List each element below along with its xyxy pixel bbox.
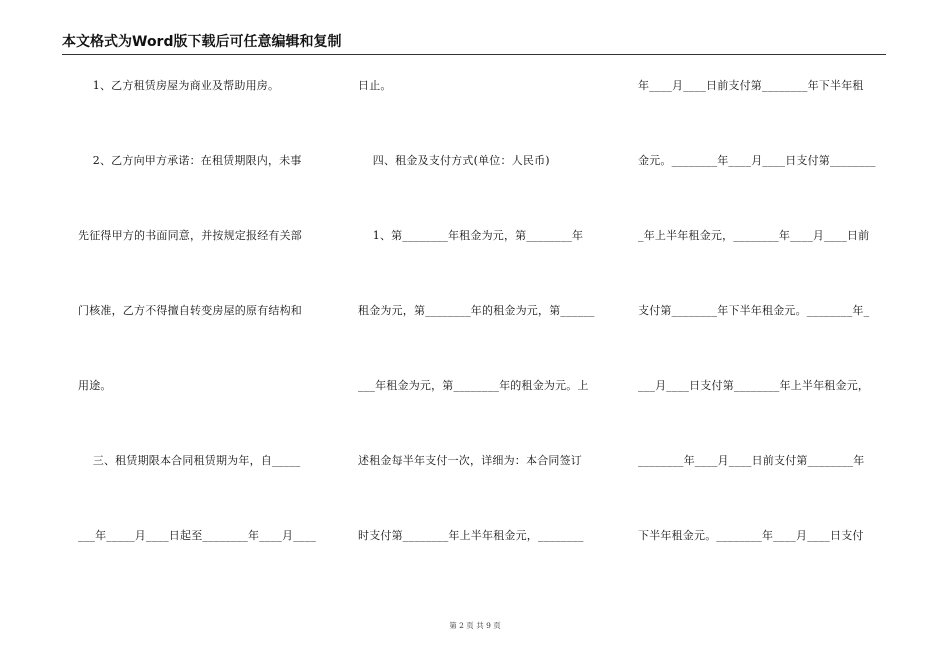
text-line: 1、第________年租金为元，第________年 bbox=[358, 229, 584, 242]
header-title: 本文格式为Word版下载后可任意编辑和复制 bbox=[62, 34, 342, 50]
text-line: ___月____日支付第________年上半年租金元， bbox=[638, 379, 870, 392]
text-line: 门核准，乙方不得擅自转变房屋的原有结构和 bbox=[78, 304, 302, 317]
text-column-1 bbox=[78, 0, 328, 672]
text-line: ________年____月____日前支付第________年 bbox=[638, 454, 865, 467]
text-line: ___年租金为元，第________年的租金为元。上 bbox=[358, 379, 589, 392]
page-footer bbox=[0, 621, 950, 631]
text-line: 日止。 bbox=[358, 79, 392, 92]
text-line: 支付第________年下半年租金元。________年_ bbox=[638, 304, 870, 317]
text-column-2 bbox=[358, 0, 608, 672]
page-number: 第 2 页 共 9 页 bbox=[449, 621, 501, 630]
text-column-3 bbox=[638, 0, 888, 672]
text-line: 租金为元，第________年的租金为元，第______ bbox=[358, 304, 595, 317]
text-line: 下半年租金元。________年____月____日支付 bbox=[638, 529, 864, 542]
text-line: 三、租赁期限本合同租赁期为年，自_____ bbox=[78, 454, 301, 467]
text-line: 2、乙方向甲方承诺：在租赁期限内，未事 bbox=[78, 154, 302, 167]
text-line: 述租金每半年支付一次，详细为：本合同签订 bbox=[358, 454, 582, 467]
text-line: 用途。 bbox=[78, 379, 112, 392]
text-line: 时支付第________年上半年租金元，________ bbox=[358, 529, 584, 542]
text-line: 金元。________年____月____日支付第________ bbox=[638, 154, 876, 167]
text-line: 四、租金及支付方式(单位：人民币) bbox=[358, 154, 550, 167]
text-line: ___年_____月____日起至________年____月____ bbox=[78, 529, 316, 542]
text-line: _年上半年租金元，________年____月____日前 bbox=[638, 229, 870, 242]
text-line: 先征得甲方的书面同意，并按规定报经有关部 bbox=[78, 229, 302, 242]
text-line: 1、乙方租赁房屋为商业及帮助用房。 bbox=[78, 79, 280, 92]
text-line: 年____月____日前支付第________年下半年租 bbox=[638, 79, 864, 92]
